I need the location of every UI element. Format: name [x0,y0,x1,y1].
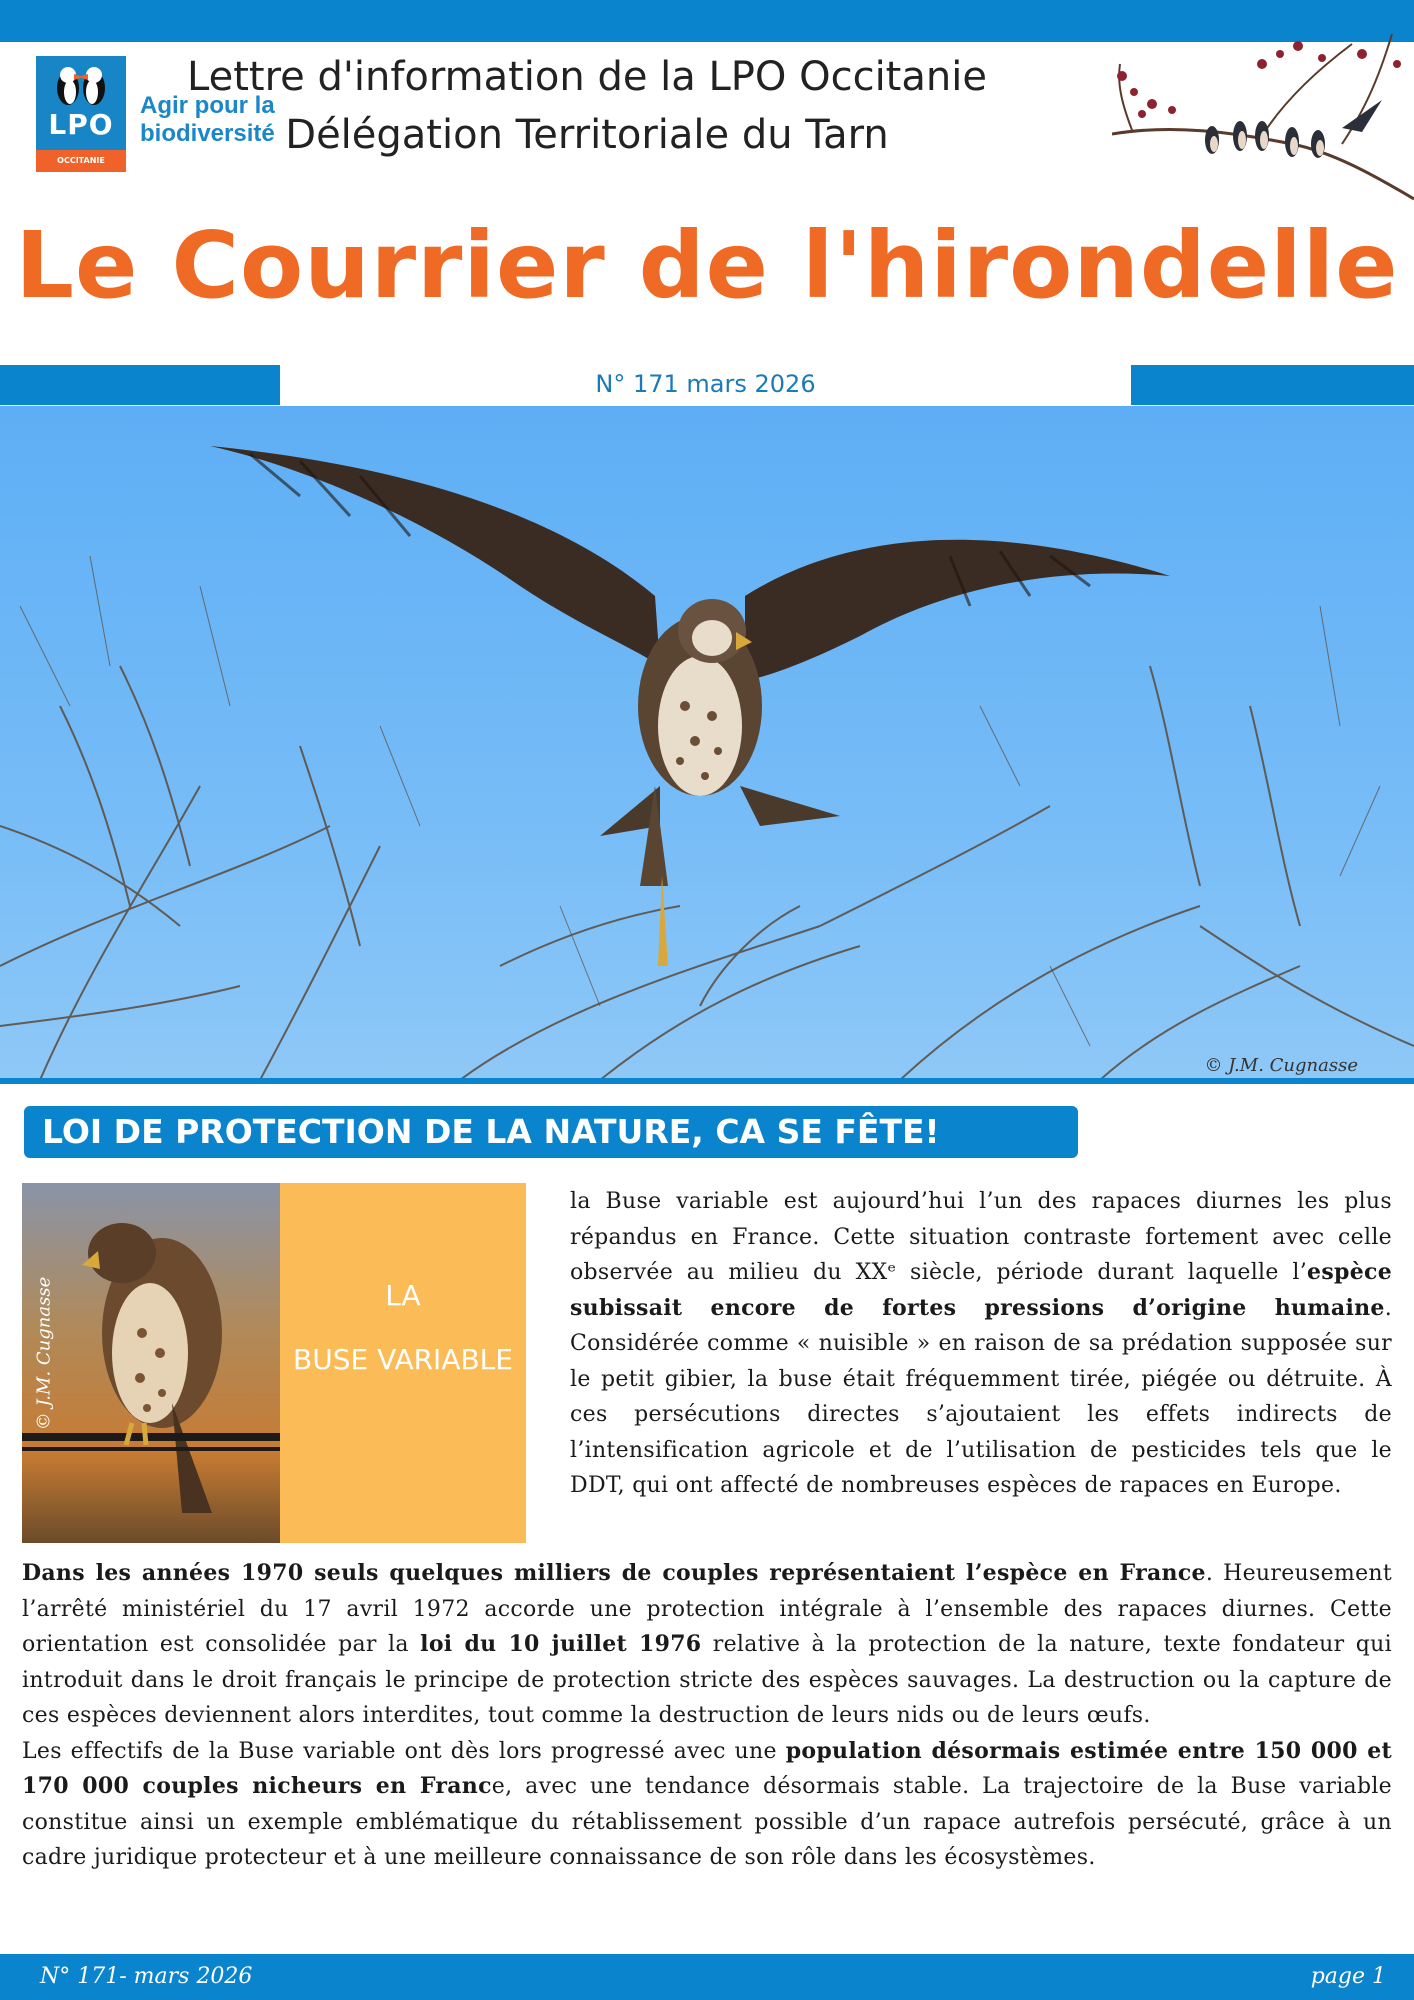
hero-photo-buzzard [0,406,1414,1080]
intro-text-2: . Considérée comme « nuisible » en raison de sa prédation supposée sur le petit gibier, la buse était fréquemment tirée, piégée ou détruite. À ces persécutions directes s’ajoutaient les effets indirects de l’intensification agricole et de l’utilisation de pesticides tels que le DDT, qui ont affecté de nombreuses espèces de rapaces en Europe. [570,1295,1392,1498]
footer-issue: N° 171- mars 2026 [40,1964,253,1989]
inset-photo-buzzard [22,1183,280,1543]
body-paragraph-1 [22,1556,1392,1734]
species-panel-title-2: BUSE VARIABLE [293,1343,513,1376]
intro-bold-1: espèce subissait encore de fortes pressions d’origine humaine [570,1259,1392,1321]
para1-bold-1: Dans les années 1970 seuls quelques milliers de couples représentaient l’espèce en France [22,1560,1206,1586]
para2-bold-1: population désormais estimée entre 150 000 et 170 000 couples nicheurs en Franc [22,1737,1393,1799]
section-heading: LOI DE PROTECTION DE LA NATURE, CA SE FÊTE! [24,1106,1078,1158]
species-panel [280,1183,526,1543]
header-line-1: Lettre d'information de la LPO Occitanie [187,54,987,100]
para1-text-2: relative à la protection de la nature, texte fondateur qui introduit dans le droit français le principe de protection stricte des espèces sauvages. La destruction ou la capture de ces espèces deviennent alors interdites, tout comme la destruction de leurs nids ou de leurs œufs. [22,1632,1392,1728]
header-line-2: Délégation Territoriale du Tarn [285,112,889,158]
issue-bar-left [0,365,280,405]
species-panel-title-1: LA [385,1279,421,1312]
article-body [22,1556,1392,1876]
hero-photo-credit: © J.M. Cugnasse [1204,1055,1358,1076]
page-footer [0,1954,1414,2000]
logo-region: OCCITANIE [36,150,126,172]
issue-number: N° 171 mars 2026 [595,370,816,398]
swallows-on-branch-illustration [1112,24,1414,204]
body-paragraph-2 [22,1734,1392,1876]
issue-bar-right [1131,365,1414,405]
logo-tagline: Agir pour la biodiversité [140,92,275,147]
inset-photo-credit: © J.M. Cugnasse [33,1276,55,1431]
para2-text-1: Les effectifs de la Buse variable ont dès lors progressé avec une [22,1738,786,1764]
para2-text-2: e, avec une tendance désormais stable. La trajectoire de la Buse variable constitue ainsi un exemple emblématique du rétablissement possible d’un rapace autrefois persécuté, grâce à un cadre juridique protecteur et à une meilleure connaissance de son rôle dans les écosystèmes. [22,1774,1392,1870]
intro-text-1: la Buse variable est aujourd’hui l’un des rapaces diurnes les plus répandus en France. Cette situation contraste fortement avec celle observée au milieu du XXᵉ siècle, période durant laquelle l’ [570,1189,1392,1285]
perched-buzzard-illustration [22,1183,280,1543]
hero-bottom-rule [0,1078,1414,1084]
footer-page-number: page 1 [1310,1964,1386,1989]
buzzard-in-flight-illustration [0,406,1414,1080]
newsletter-title: Le Courrier de l'hirondelle [15,212,1399,319]
logo-name: LPO [48,108,114,141]
intro-paragraph [570,1184,1392,1504]
para1-bold-2: loi du 10 juillet 1976 [420,1631,702,1657]
para1-text-1: . Heureusement l’arrêté ministériel du 17 avril 1972 accorde une protection intégrale à l’ensemble des rapaces diurnes. Cette orientation est consolidée par la [22,1561,1393,1657]
